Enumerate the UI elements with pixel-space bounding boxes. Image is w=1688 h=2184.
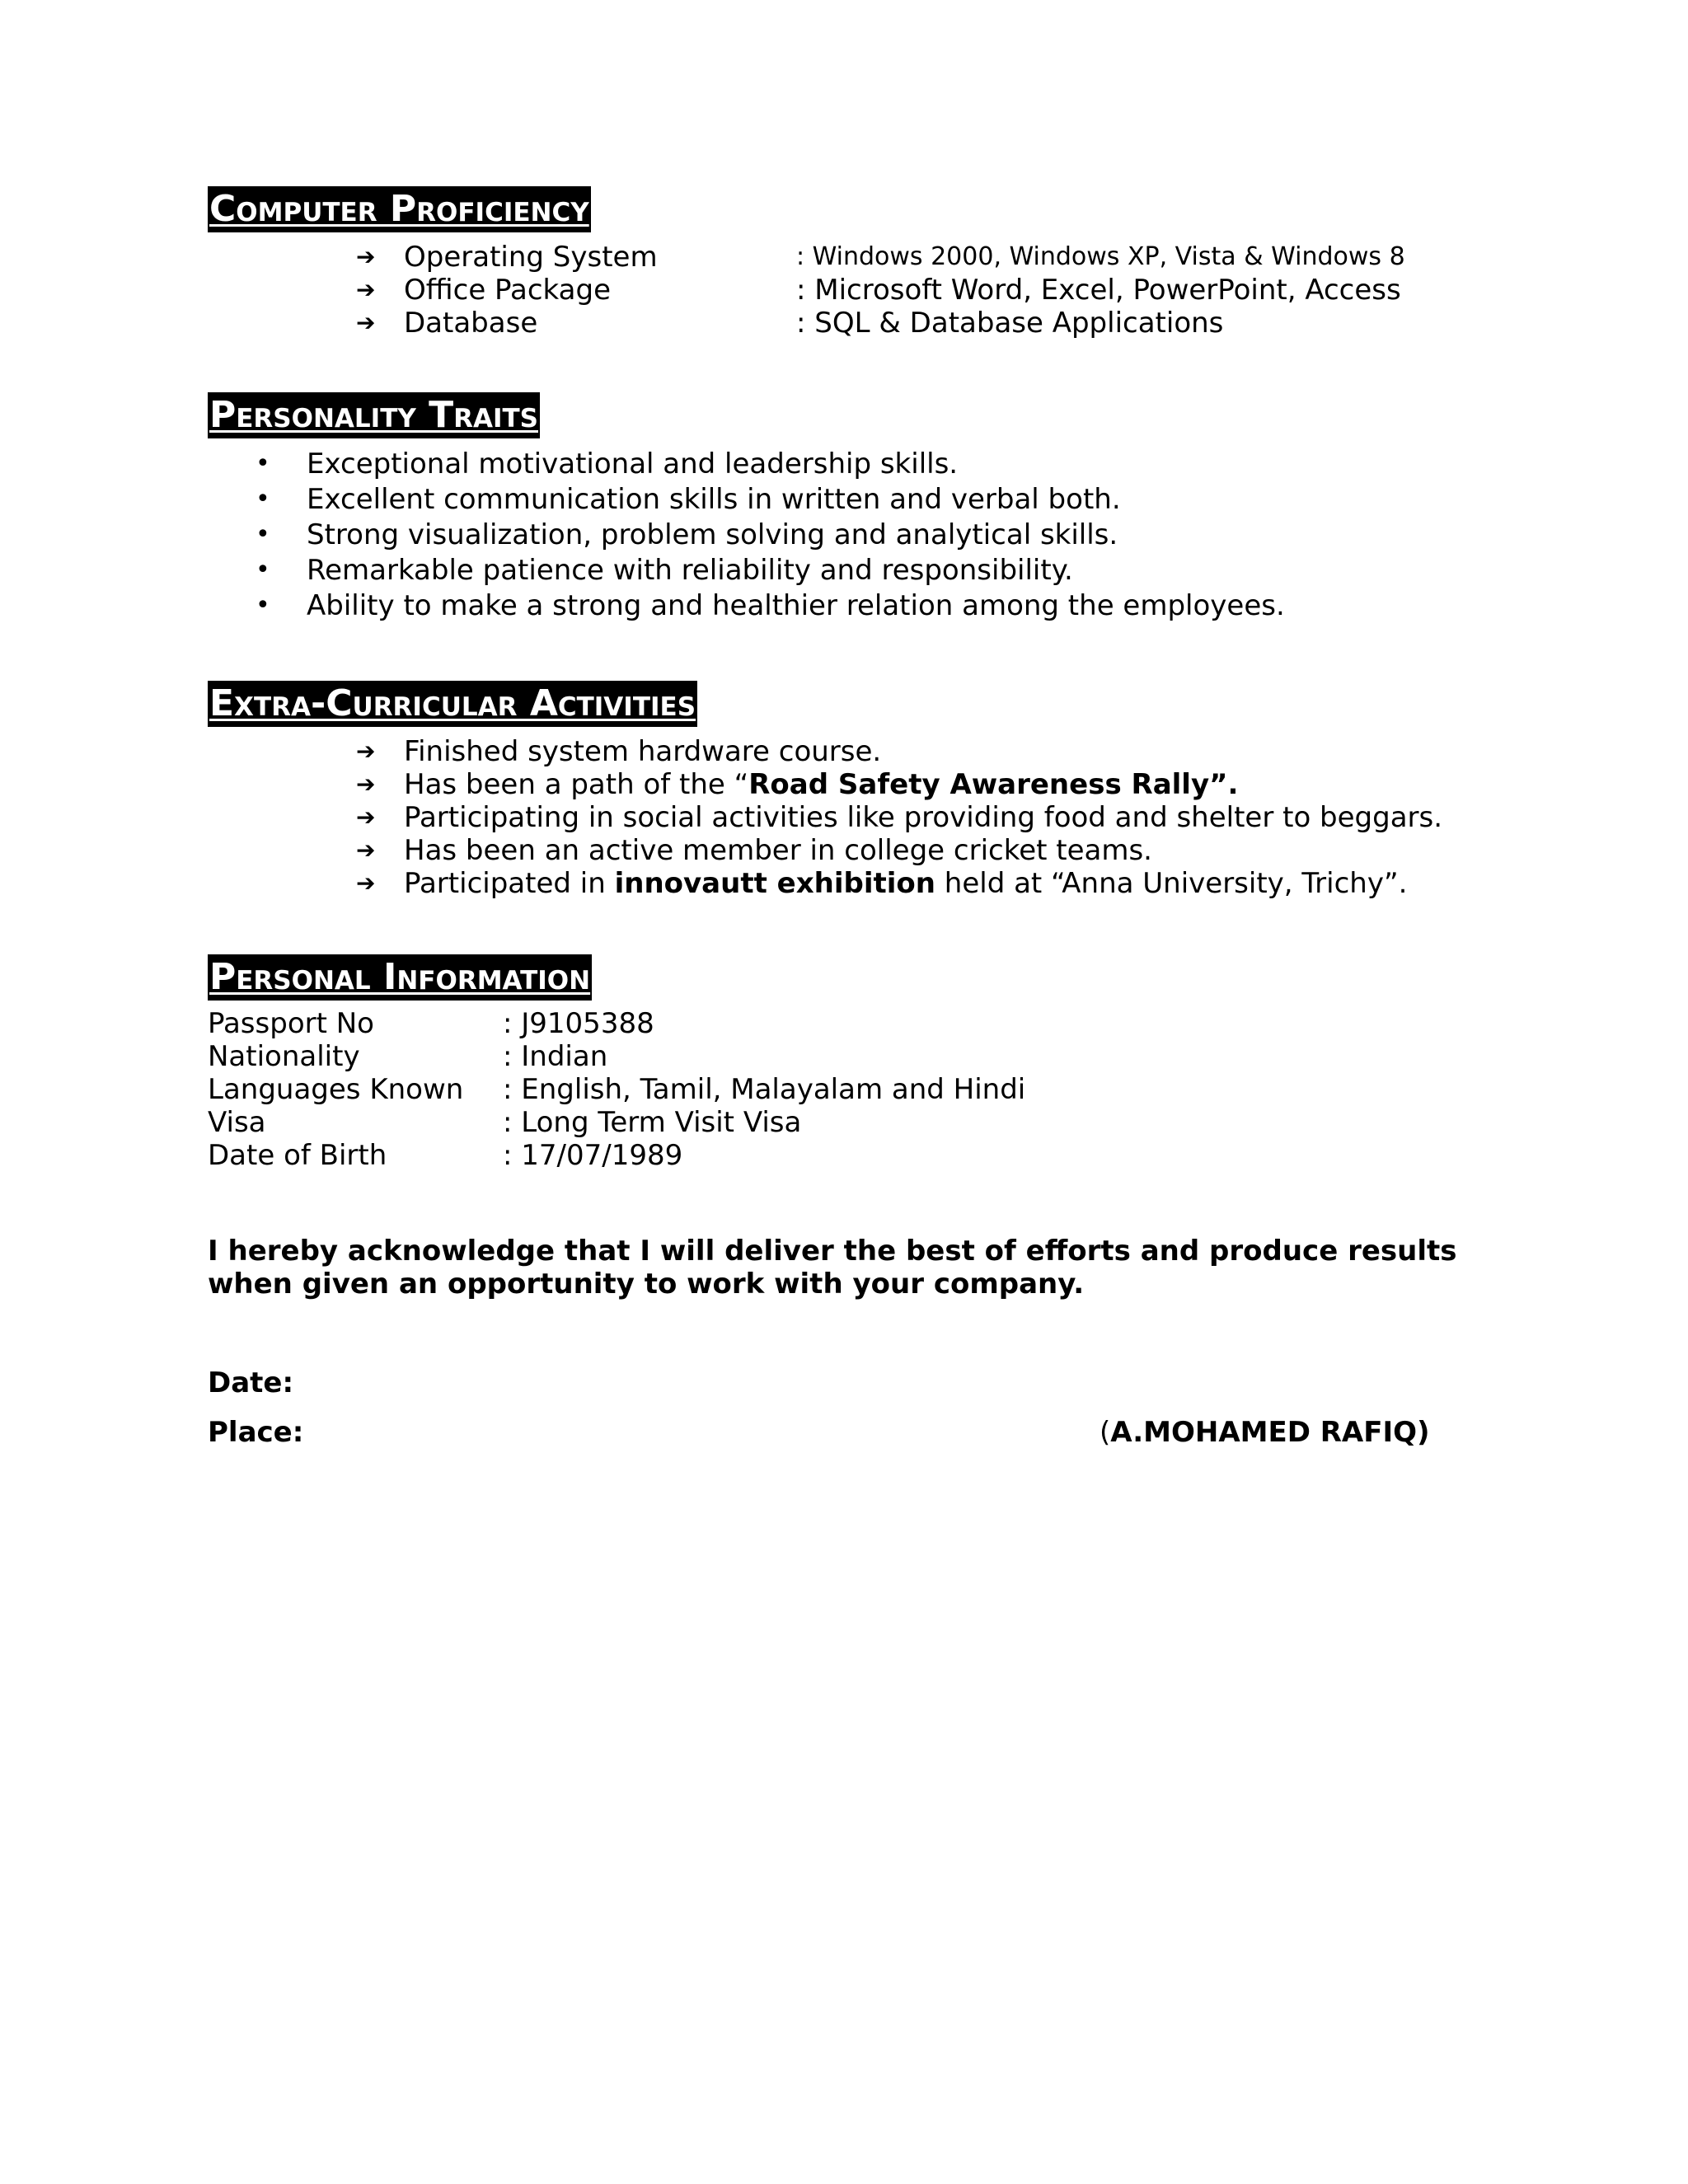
database-label: Database (404, 307, 538, 340)
nationality-value: : Indian (503, 1040, 608, 1073)
right-arrow-icon: ➔ (356, 837, 376, 864)
exhibition-name: innovautt exhibition (614, 867, 935, 900)
passport-value: : J9105388 (503, 1007, 654, 1040)
extra-curricular-heading: Extra-Curricular Activities (208, 681, 697, 727)
os-label: Operating System (404, 241, 658, 274)
activity-text: Has been a path of the “ (404, 768, 749, 801)
os-value: : Windows 2000, Windows XP, Vista & Windows 8 (796, 242, 1405, 271)
dob-label: Date of Birth (208, 1139, 387, 1172)
declaration-line: when given an opportunity to work with your company. (208, 1268, 1085, 1301)
trait-item: Strong visualization, problem solving and analytical skills. (307, 518, 1118, 551)
right-arrow-icon: ➔ (356, 869, 376, 897)
activity-item: Has been an active member in college cricket teams. (404, 834, 1152, 867)
bullet-icon: • (256, 520, 270, 549)
right-arrow-icon: ➔ (356, 309, 376, 336)
bullet-icon: • (256, 591, 270, 620)
office-label: Office Package (404, 274, 611, 307)
personal-information-heading: Personal Information (208, 954, 592, 1001)
signature-name: A.MOHAMED RAFIQ) (1110, 1416, 1430, 1449)
right-arrow-icon: ➔ (356, 243, 376, 270)
place-label: Place: (208, 1416, 304, 1449)
bullet-icon: • (256, 449, 270, 478)
signature-paren: ( (1100, 1416, 1111, 1449)
trait-item: Excellent communication skills in written and verbal both. (307, 483, 1121, 516)
trait-item: Remarkable patience with reliability and responsibility. (307, 554, 1073, 587)
activity-item: Participating in social activities like providing food and shelter to beggars. (404, 801, 1443, 834)
right-arrow-icon: ➔ (356, 738, 376, 765)
database-value: : SQL & Database Applications (796, 307, 1224, 340)
activity-item: Finished system hardware course. (404, 735, 882, 768)
languages-value: : English, Tamil, Malayalam and Hindi (503, 1073, 1026, 1106)
signature (1100, 1416, 1430, 1449)
dob-value: : 17/07/1989 (503, 1139, 683, 1172)
visa-label: Visa (208, 1106, 266, 1139)
rally-name: Road Safety Awareness Rally”. (748, 768, 1239, 801)
bullet-icon: • (256, 555, 270, 584)
date-label: Date: (208, 1366, 294, 1399)
declaration-line: I hereby acknowledge that I will deliver the best of efforts and produce results (208, 1235, 1457, 1268)
activity-item (404, 867, 1407, 900)
passport-label: Passport No (208, 1007, 374, 1040)
right-arrow-icon: ➔ (356, 804, 376, 831)
office-value: : Microsoft Word, Excel, PowerPoint, Access (796, 274, 1401, 307)
trait-item: Ability to make a strong and healthier relation among the employees. (307, 589, 1285, 622)
trait-item: Exceptional motivational and leadership skills. (307, 448, 959, 480)
visa-value: : Long Term Visit Visa (503, 1106, 802, 1139)
activity-text: held at “Anna University, Trichy”. (935, 867, 1408, 900)
languages-label: Languages Known (208, 1073, 464, 1106)
computer-proficiency-heading: Computer Proficiency (208, 186, 591, 232)
nationality-label: Nationality (208, 1040, 360, 1073)
activity-item (404, 768, 1238, 801)
bullet-icon: • (256, 485, 270, 513)
personality-traits-heading: Personality Traits (208, 392, 540, 438)
right-arrow-icon: ➔ (356, 276, 376, 303)
right-arrow-icon: ➔ (356, 771, 376, 798)
activity-text: Participated in (404, 867, 615, 900)
